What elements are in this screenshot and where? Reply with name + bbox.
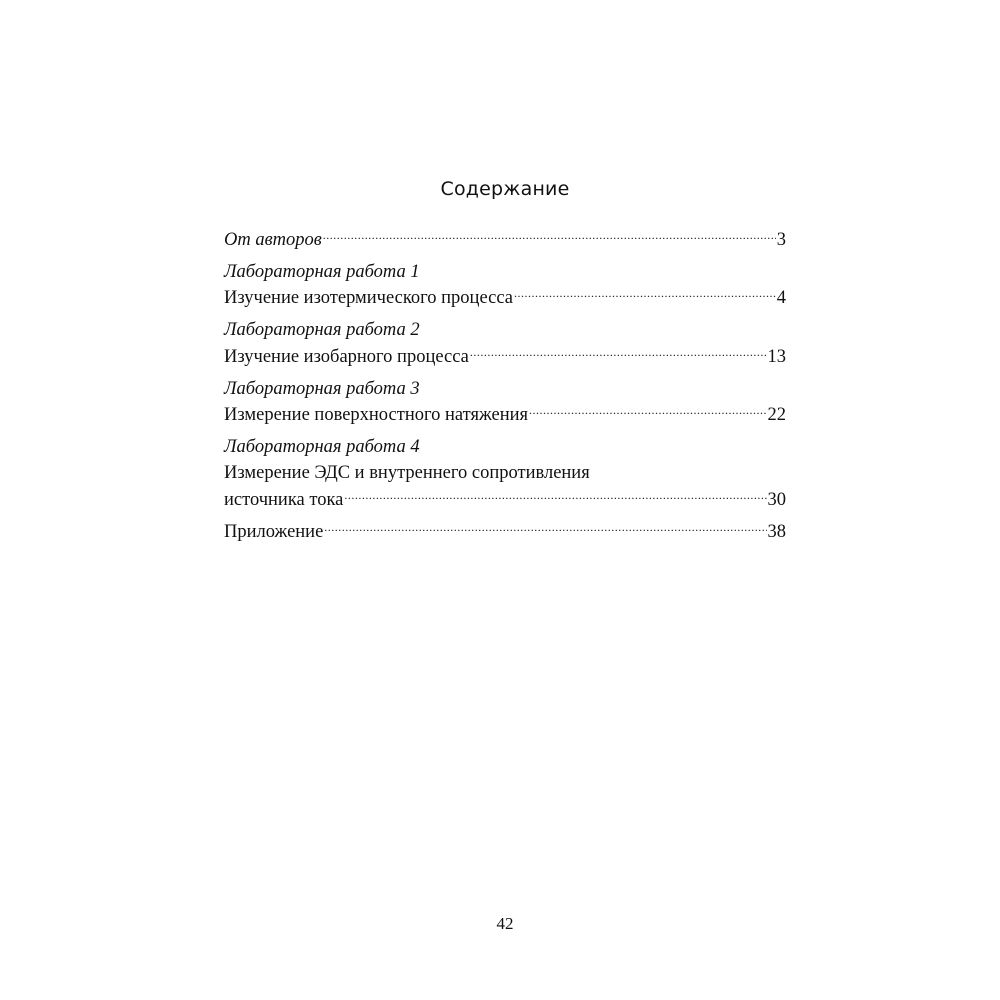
toc-page-number: 4 — [776, 288, 786, 308]
toc-line[interactable] — [224, 343, 786, 370]
toc-line[interactable] — [224, 486, 786, 513]
toc-line[interactable] — [224, 519, 786, 546]
lab-work-label: Лабораторная работа 2 — [224, 320, 420, 340]
toc-entry-text: источника тока — [224, 489, 344, 510]
toc-entry-text: Измерение поверхностного натяжения — [224, 405, 529, 425]
toc-entry-lab-4 — [224, 434, 786, 513]
dot-leader — [323, 226, 776, 245]
toc-line[interactable] — [224, 402, 786, 429]
toc-entry-text: Изучение изобарного процесса — [224, 346, 469, 367]
toc-entry-lab-1 — [224, 259, 786, 312]
toc-heading: Содержание — [440, 178, 570, 200]
toc-entry-text: Изучение изотермического процесса — [224, 288, 513, 308]
toc-page-number: 3 — [776, 229, 786, 250]
page-number-footer: 42 — [496, 914, 514, 933]
toc-page-number: 38 — [767, 522, 786, 542]
toc-page-number: 13 — [767, 346, 786, 367]
toc-page-number: 22 — [767, 405, 786, 425]
dot-leader — [470, 343, 767, 362]
toc-line[interactable] — [224, 285, 786, 312]
lab-work-label: Лабораторная работа 3 — [224, 378, 420, 399]
toc-entry-text-line1: Измерение ЭДС и внутреннего сопротивления — [224, 463, 590, 483]
toc-entry-lab-3 — [224, 376, 786, 429]
lab-work-label: Лабораторная работа 1 — [224, 261, 420, 282]
toc-entry-from-authors — [224, 226, 786, 253]
toc-entry-appendix — [224, 519, 786, 546]
toc-entry-text: От авторов — [224, 229, 322, 250]
table-of-contents — [224, 226, 786, 551]
dot-leader — [324, 519, 766, 538]
toc-entry-text: Приложение — [224, 522, 324, 542]
dot-leader — [344, 486, 766, 505]
lab-work-label: Лабораторная работа 4 — [224, 437, 420, 457]
dot-leader — [529, 402, 766, 421]
toc-page-number: 30 — [767, 489, 786, 510]
dot-leader — [514, 285, 776, 304]
toc-entry-lab-2 — [224, 317, 786, 370]
toc-line[interactable] — [224, 226, 786, 253]
